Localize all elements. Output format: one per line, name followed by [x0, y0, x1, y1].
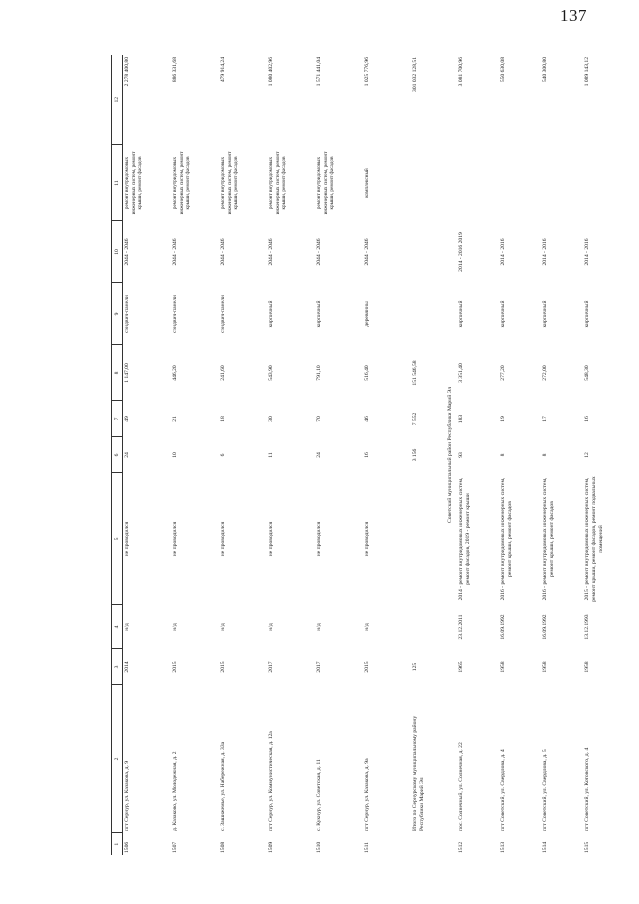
count-cell: 93 — [458, 452, 464, 458]
address-cell: пгт Сернур, ул. Казакова, д. 9 — [124, 760, 130, 831]
region-heading-row — [443, 55, 457, 855]
cost-cell: 1 080 402,96 — [268, 57, 274, 87]
area-cell: 3 351,40 — [458, 363, 464, 383]
area-cell: 548,30 — [584, 365, 590, 381]
total-blank — [411, 283, 443, 345]
wall-material-cell: кирпичный — [584, 300, 590, 328]
privatization-cell: не проводился — [316, 521, 322, 557]
area-cell: 241,60 — [220, 365, 226, 381]
column-number: 7 — [112, 401, 123, 437]
table-row — [363, 55, 411, 855]
wall-material-cell: кирпичный — [542, 300, 548, 328]
table-row — [457, 55, 499, 855]
privatization-cell: 2015 - ремонт внутридомовых инженерных систем, ремонт крыши, ремонт фасадов, ремонт подвальных помещений — [584, 476, 604, 602]
area-cell: 446,20 — [172, 365, 178, 381]
count-cell: 8 — [542, 453, 548, 457]
row-number: 1509 — [268, 841, 274, 853]
table-row — [267, 55, 315, 855]
date-cell: н/д — [220, 623, 226, 631]
date-cell: н/д — [316, 623, 322, 631]
count-cell: 24 — [124, 452, 130, 458]
period-cell: 2044 - 2046 — [268, 238, 274, 266]
address-cell: пгт Советский, ул. Свердлова, д. 5 — [542, 749, 548, 831]
work-type-cell — [541, 145, 583, 221]
count-cell: 46 — [364, 416, 370, 422]
date-cell: 13.12.1993 — [584, 614, 590, 640]
cost-cell: 550 630,08 — [500, 57, 506, 83]
table-row — [171, 55, 219, 855]
period-cell: 2014 - 2016 — [500, 238, 506, 266]
table-row — [315, 55, 363, 855]
address-cell: с. Кукнур, ул. Советская, д. 11 — [316, 759, 322, 831]
wall-material-cell: деревянны — [364, 301, 370, 327]
count-cell: 17 — [542, 416, 548, 422]
year-cell: 1958 — [542, 661, 548, 673]
area-cell: 272,00 — [542, 365, 548, 381]
table-row — [123, 55, 172, 855]
column-number: 3 — [112, 649, 123, 685]
column-number: 10 — [112, 221, 123, 283]
count-cell: 24 — [316, 452, 322, 458]
work-type-cell: ремонт внутридомовых инженерных систем, ремонт крыши, ремонт фасадов — [316, 151, 335, 215]
count-cell: 12 — [584, 452, 590, 458]
total-blank — [411, 605, 443, 649]
cost-cell: 886 331,68 — [172, 57, 178, 83]
cost-cell: 479 914,24 — [220, 57, 226, 83]
column-number: 2 — [112, 685, 123, 833]
count-cell: 21 — [172, 416, 178, 422]
area-cell: 791,10 — [316, 365, 322, 381]
total-count-cell: 7 552 — [412, 412, 418, 426]
privatization-cell: не проводился — [124, 521, 130, 557]
wall-material-cell: сэндвич-панели — [220, 295, 226, 333]
count-cell: 30 — [268, 416, 274, 422]
year-cell: 1958 — [584, 661, 590, 673]
year-cell: 1958 — [500, 661, 506, 673]
address-cell: пгт Советский, ул. Котовского, д. 4 — [584, 747, 590, 831]
area-cell: 1 147,00 — [124, 363, 130, 383]
table-row — [499, 55, 541, 855]
work-type-cell: комплексный — [364, 168, 370, 198]
cost-cell: 540 300,80 — [542, 57, 548, 83]
work-type-cell — [499, 145, 541, 221]
column-number: 8 — [112, 345, 123, 401]
area-cell: 516,40 — [364, 365, 370, 381]
wall-material-cell: кирпичный — [500, 300, 506, 328]
row-number: 1513 — [500, 841, 506, 853]
cost-cell: 1 089 143,12 — [584, 57, 590, 87]
column-number: 5 — [112, 473, 123, 605]
column-number: 9 — [112, 283, 123, 345]
work-type-cell: ремонт внутридомовых инженерных систем, ремонт крыши, ремонт фасадов — [220, 151, 239, 215]
count-cell: 10 — [172, 452, 178, 458]
wall-material-cell: кирпичный — [268, 300, 274, 328]
row-number: 1508 — [220, 841, 226, 853]
total-blank — [411, 145, 443, 221]
privatization-cell: 2014 - ремонт внутридомовых инженерных систем, ремонт фасадов, 2019 - ремонт крыши — [458, 477, 471, 601]
count-cell: 11 — [268, 452, 274, 458]
cost-cell: 3 081 700,96 — [458, 57, 464, 87]
column-number: 11 — [112, 145, 123, 221]
total-blank — [411, 221, 443, 283]
count-cell: 6 — [220, 453, 226, 457]
period-cell: 2044 - 2046 — [364, 238, 370, 266]
year-cell: 2017 — [316, 661, 322, 673]
privatization-cell: 2016 - ремонт внутридомовых инженерных систем, ремонт крыши, ремонт фасадов — [500, 477, 513, 601]
page-number: 137 — [560, 6, 587, 25]
wall-material-cell: сэндвич-панели — [172, 295, 178, 333]
address-cell: пгт Советский, ул. Свердлова, д. 4 — [500, 749, 506, 831]
date-cell: н/д — [124, 623, 130, 631]
total-blank — [411, 473, 443, 605]
privatization-cell: не проводился — [220, 521, 226, 557]
column-number: 4 — [112, 605, 123, 649]
date-cell: 16.09.1992 — [542, 614, 548, 640]
privatization-cell: не проводился — [268, 521, 274, 557]
date-cell: н/д — [364, 623, 370, 631]
year-cell: 2015 — [220, 661, 226, 673]
row-number: 1515 — [584, 841, 590, 853]
total-row — [411, 55, 443, 855]
date-cell: н/д — [172, 623, 178, 631]
row-number: 1514 — [542, 841, 548, 853]
count-cell: 18 — [220, 416, 226, 422]
count-cell: 8 — [500, 453, 506, 457]
column-number-row — [112, 55, 123, 855]
period-cell: 2044 - 2046 — [220, 238, 226, 266]
wall-material-cell: сэндвич-панели — [124, 295, 130, 333]
address-cell: д. Казаково, ул. Молодежная, д. 2 — [172, 751, 178, 831]
period-cell: 2044 - 2046 — [124, 238, 130, 266]
table-row — [583, 55, 625, 855]
table-row — [541, 55, 583, 855]
wall-material-cell: кирпичный — [316, 300, 322, 328]
row-number: 1510 — [316, 841, 322, 853]
privatization-cell: не проводился — [172, 521, 178, 557]
column-number: 6 — [112, 437, 123, 473]
cost-cell: 2 278 400,80 — [124, 57, 130, 87]
address-cell: пос. Солнечный, ул. Солнечная, д. 22 — [458, 742, 464, 831]
date-cell: 23.12.2011 — [458, 614, 464, 640]
count-cell: 49 — [124, 416, 130, 422]
year-cell: 1965 — [458, 661, 464, 673]
work-type-cell — [457, 145, 499, 221]
address-cell: пгт Сернур, ул. Коммунистическая, д. 12а — [268, 731, 274, 831]
region-heading: Советский муниципальный район Республики Марий Эл — [446, 387, 453, 524]
total-count-cell: 125 — [412, 662, 418, 672]
work-type-cell: ремонт внутридомовых инженерных систем, ремонт крыши, ремонт фасадов — [124, 151, 143, 215]
cost-cell: 1 571 441,04 — [316, 57, 322, 87]
row-number: 1506 — [124, 841, 130, 853]
year-cell: 2015 — [364, 661, 370, 673]
period-cell: 2044 - 2046 — [316, 238, 322, 266]
housing-register-table — [111, 55, 625, 855]
row-number: 1512 — [458, 841, 464, 853]
column-number: 12 — [112, 55, 123, 145]
count-cell: 70 — [316, 416, 322, 422]
address-cell: с. Зашижемье, ул. Набережная, д. 33а — [220, 741, 226, 831]
wall-material-cell: кирпичный — [458, 300, 464, 328]
count-cell: 16 — [364, 452, 370, 458]
privatization-cell: не проводился — [364, 521, 370, 557]
privatization-cell: 2016 - ремонт внутридомовых инженерных систем, ремонт крыши, ремонт фасадов — [542, 477, 555, 601]
total-area-cell: 151 546,58 — [412, 360, 418, 386]
row-number: 1507 — [172, 841, 178, 853]
period-cell: 2044 - 2046 — [172, 238, 178, 266]
year-cell: 2015 — [172, 661, 178, 673]
total-sum-cell: 301 032 128,51 — [412, 57, 418, 92]
table-row — [219, 55, 267, 855]
total-label: Итого по Сернурскому муниципальному району Республики Марий Эл — [412, 715, 425, 831]
period-cell: 2014 - 2016 — [584, 238, 590, 266]
count-cell: 183 — [458, 414, 464, 424]
row-number: 1511 — [364, 842, 370, 853]
area-cell: 543,90 — [268, 365, 274, 381]
cost-cell: 1 025 776,96 — [364, 57, 370, 87]
count-cell: 16 — [584, 416, 590, 422]
address-cell: пгт Сернур, ул. Казакова, д. 9а — [364, 758, 370, 831]
total-blank — [411, 833, 443, 855]
year-cell: 2014 — [124, 661, 130, 673]
area-cell: 277,20 — [500, 365, 506, 381]
year-cell: 2017 — [268, 661, 274, 673]
work-type-cell — [583, 145, 625, 221]
period-cell: 2014 - 2016 2019 — [458, 232, 464, 272]
work-type-cell: ремонт внутридомовых инженерных систем, ремонт крыши, ремонт фасадов — [172, 151, 191, 215]
rotated-table-area — [111, 55, 611, 855]
date-cell: 16.09.1992 — [500, 614, 506, 640]
work-type-cell: ремонт внутридомовых инженерных систем, ремонт крыши, ремонт фасадов — [268, 151, 287, 215]
total-count-cell: 3 156 — [412, 448, 418, 462]
date-cell: н/д — [268, 623, 274, 631]
column-number: 1 — [112, 833, 123, 855]
count-cell: 19 — [500, 416, 506, 422]
period-cell: 2014 - 2016 — [542, 238, 548, 266]
